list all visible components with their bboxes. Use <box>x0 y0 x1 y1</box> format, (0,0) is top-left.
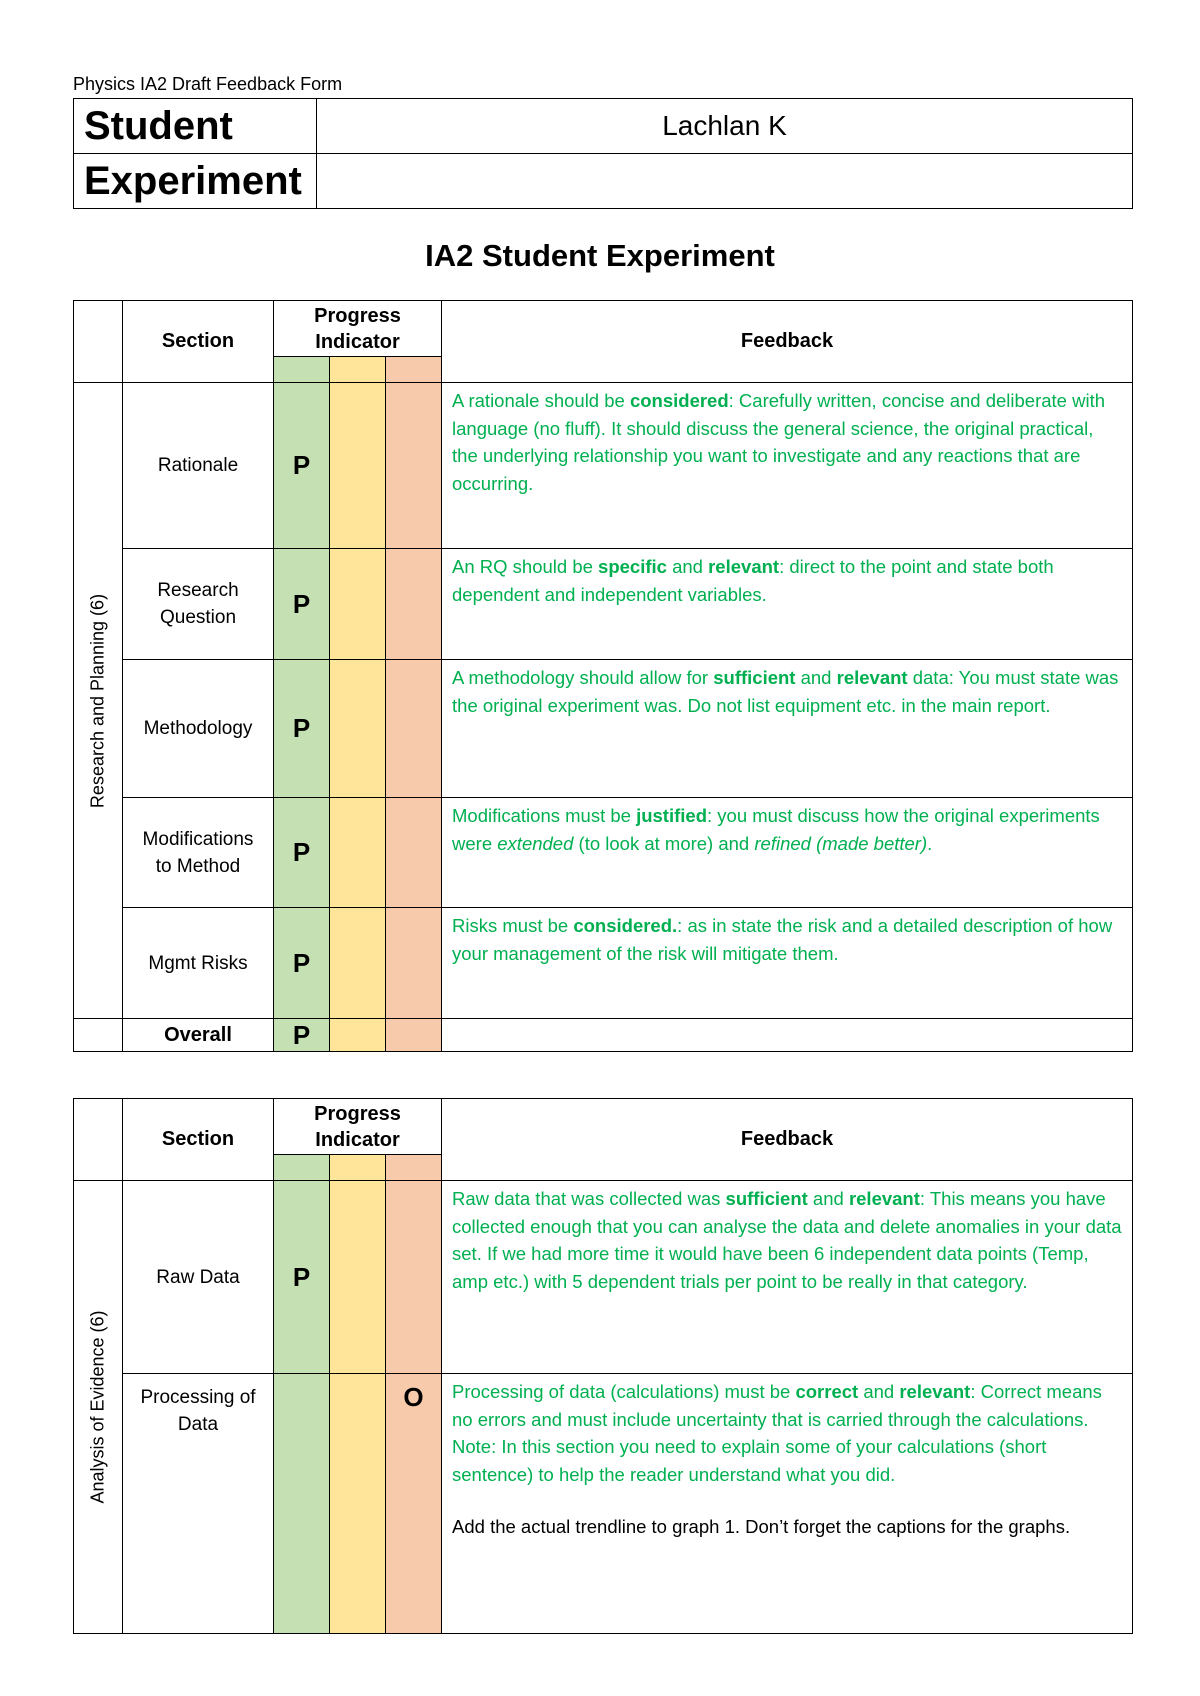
category-cell <box>74 1181 123 1634</box>
mark-green: P <box>274 908 330 1019</box>
mark-orange <box>386 1181 442 1374</box>
mark-orange <box>386 383 442 549</box>
mark-green: P <box>274 383 330 549</box>
section-modifications: Modifications to Method <box>123 798 274 908</box>
mark-yellow <box>330 1019 386 1052</box>
feedback-header: Feedback <box>442 1099 1133 1181</box>
mark-orange <box>386 798 442 908</box>
mark-orange <box>386 549 442 660</box>
overall-blank <box>74 1019 123 1052</box>
progress-indicator-header: Progress Indicator <box>274 301 442 357</box>
feedback-note: Add the actual trendline to graph 1. Don’t forget the captions for the graphs. <box>452 1516 1071 1537</box>
section-header: Section <box>123 1099 274 1181</box>
category-label: Analysis of Evidence (6) <box>87 1310 108 1504</box>
indicator-yellow-header <box>330 1155 386 1181</box>
mark-green: P <box>274 660 330 798</box>
mark-yellow <box>330 908 386 1019</box>
mark-yellow <box>330 383 386 549</box>
feedback-processing-data: Processing of data (calculations) must be correct and relevant: Correct means no errors and must include uncertainty that is carried through the calculations. Note: In this section you need to explain some of your calculations (short sentence) to help the reader understand what you did. Add the actual trendline to graph 1. Don’t forget the captions for the graphs. <box>442 1374 1133 1634</box>
section-processing-data: Processing of Data <box>123 1374 274 1634</box>
mark-orange <box>386 660 442 798</box>
mark-green: P <box>274 1181 330 1374</box>
indicator-orange-header <box>386 357 442 383</box>
feedback-modifications: Modifications must be justified: you must discuss how the original experiments were extended (to look at more) and refined (made better). <box>442 798 1133 908</box>
feedback-methodology: A methodology should allow for sufficient and relevant data: You must state was the original experiment was. Do not list equipment etc. in the main report. <box>442 660 1133 798</box>
mark-orange <box>386 908 442 1019</box>
feedback-header: Feedback <box>442 301 1133 383</box>
overall-mark: P <box>274 1019 330 1052</box>
indicator-orange-header <box>386 1155 442 1181</box>
indicator-green-header <box>274 357 330 383</box>
student-label: Student <box>74 99 317 154</box>
mark-green <box>274 1374 330 1634</box>
mark-green: P <box>274 798 330 908</box>
mark-yellow <box>330 798 386 908</box>
experiment-value <box>317 154 1133 209</box>
mark-yellow <box>330 1181 386 1374</box>
section-raw-data: Raw Data <box>123 1181 274 1374</box>
feedback-raw-data: Raw data that was collected was sufficient and relevant: This means you have collected enough that you can analyse the data and delete anomalies in your data set. If we had more time it would have been 6 independent data points (Temp, amp etc.) with 5 dependent trials per point to be really in that category. <box>442 1181 1133 1374</box>
category-label: Research and Planning (6) <box>87 593 108 808</box>
section-header: Section <box>123 301 274 383</box>
section-methodology: Methodology <box>123 660 274 798</box>
section-research-question: Research Question <box>123 549 274 660</box>
feedback-mgmt-risks: Risks must be considered.: as in state the risk and a detailed description of how your management of the risk will mitigate them. <box>442 908 1133 1019</box>
header-blank <box>74 1099 123 1181</box>
header-blank <box>74 301 123 383</box>
indicator-green-header <box>274 1155 330 1181</box>
page-header: Physics IA2 Draft Feedback Form <box>73 74 343 94</box>
student-value: Lachlan K <box>317 99 1133 154</box>
analysis-evidence-table <box>73 1098 1133 1634</box>
research-planning-table <box>73 300 1133 1052</box>
feedback-research-question: An RQ should be specific and relevant: direct to the point and state both dependent and independent variables. <box>442 549 1133 660</box>
feedback-rationale: A rationale should be considered: Carefully written, concise and deliberate with language (no fluff). It should discuss the general science, the original practical, the underlying relationship you want to investigate and any reactions that are occurring. <box>442 383 1133 549</box>
document-title: IA2 Student Experiment <box>425 238 775 273</box>
overall-label: Overall <box>123 1019 274 1052</box>
section-rationale: Rationale <box>123 383 274 549</box>
progress-indicator-header: Progress Indicator <box>274 1099 442 1155</box>
mark-yellow <box>330 549 386 660</box>
mark-orange <box>386 1019 442 1052</box>
overall-feedback <box>442 1019 1133 1052</box>
mark-yellow <box>330 660 386 798</box>
indicator-yellow-header <box>330 357 386 383</box>
student-info-table <box>73 98 1133 209</box>
experiment-label: Experiment <box>74 154 317 209</box>
mark-green: P <box>274 549 330 660</box>
mark-orange: O <box>386 1374 442 1634</box>
category-cell <box>74 383 123 1019</box>
section-mgmt-risks: Mgmt Risks <box>123 908 274 1019</box>
mark-yellow <box>330 1374 386 1634</box>
